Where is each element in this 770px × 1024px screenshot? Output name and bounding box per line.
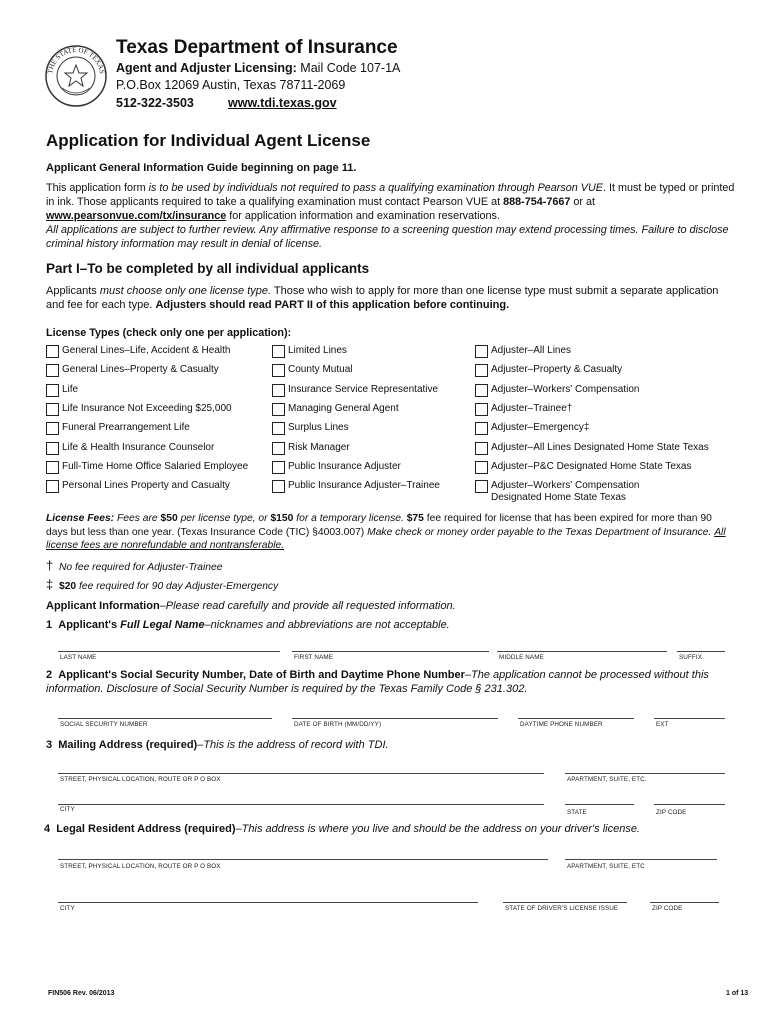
checkbox[interactable] [272, 480, 285, 493]
checkbox[interactable] [46, 345, 59, 358]
field-label: SUFFIX [679, 654, 702, 661]
licensing-line: Agent and Adjuster Licensing: Mail Code 107-1A [116, 61, 401, 75]
field-label: MIDDLE NAME [499, 654, 544, 661]
mailing-street-field[interactable] [58, 773, 544, 774]
field-label: DAYTIME PHONE NUMBER [520, 721, 603, 728]
pearson-vue-link[interactable]: www.pearsonvue.com/tx/insurance [46, 210, 227, 222]
license-option[interactable]: General Lines–Property & Casualty [46, 364, 219, 377]
daytime-phone-field[interactable] [518, 718, 634, 719]
resident-city-field[interactable] [58, 902, 478, 903]
page-number: 1 of 13 [726, 990, 749, 997]
emergency-fee-note: ‡ $20 fee required for 90 day Adjuster-Emergency [46, 577, 279, 592]
application-title: Application for Individual Agent License [46, 131, 371, 150]
license-types-heading: License Types (check only one per application): [46, 327, 292, 339]
suffix-field[interactable] [677, 651, 725, 652]
license-option[interactable]: Adjuster–Trainee† [475, 403, 572, 416]
license-option[interactable]: Adjuster–Property & Casualty [475, 364, 622, 377]
checkbox[interactable] [475, 364, 488, 377]
license-option[interactable]: Life [46, 384, 78, 397]
mailing-apartment-field[interactable] [565, 773, 725, 774]
checkbox[interactable] [46, 364, 59, 377]
checkbox[interactable] [475, 422, 488, 435]
license-option[interactable]: Adjuster–Emergency‡ [475, 422, 589, 435]
resident-street-field[interactable] [58, 859, 548, 860]
field-label: CITY [60, 905, 75, 912]
question-2: 2 Applicant's Social Security Number, Date of Birth and Daytime Phone Number–The application cannot be processed without this information. Disclosure of Social Security Number is required by the Texas Family Code § 231.302. [46, 669, 709, 695]
field-label: STATE [567, 809, 587, 816]
question-1: 1 Applicant's Full Legal Name–nicknames and abbreviations are not acceptable. [46, 619, 450, 631]
license-option[interactable]: Adjuster–All Lines Designated Home State Texas [475, 442, 709, 455]
trainee-fee-note: † No fee required for Adjuster-Trainee [46, 558, 223, 573]
form-id: FIN506 Rev. 06/2013 [48, 990, 115, 997]
checkbox[interactable] [272, 403, 285, 416]
license-option[interactable]: Public Insurance Adjuster [272, 461, 401, 474]
checkbox[interactable] [475, 461, 488, 474]
first-name-field[interactable] [292, 651, 489, 652]
mailing-city-field[interactable] [58, 804, 544, 805]
license-option[interactable]: Adjuster–All Lines [475, 345, 571, 358]
checkbox[interactable] [46, 384, 59, 397]
phone-ext-field[interactable] [654, 718, 725, 719]
checkbox[interactable] [272, 384, 285, 397]
field-label: ZIP CODE [652, 905, 683, 912]
mailing-zip-field[interactable] [654, 804, 725, 805]
agency-title: Texas Department of Insurance [116, 37, 398, 58]
license-option[interactable]: Limited Lines [272, 345, 347, 358]
checkbox[interactable] [475, 480, 488, 493]
license-option[interactable]: General Lines–Life, Accident & Health [46, 345, 230, 358]
field-label: ZIP CODE [656, 809, 687, 816]
resident-apartment-field[interactable] [565, 859, 717, 860]
field-label: APARTMENT, SUITE, ETC [567, 863, 645, 870]
agency-phone: 512-322-3503 [116, 96, 194, 110]
field-label: SOCIAL SECURITY NUMBER [60, 721, 148, 728]
part1-title: Part I–To be completed by all individual applicants [46, 261, 370, 276]
checkbox[interactable] [46, 422, 59, 435]
field-label: EXT [656, 721, 669, 728]
license-option[interactable]: Risk Manager [272, 442, 350, 455]
license-option[interactable]: Adjuster–Workers' Compensation [475, 384, 639, 397]
license-option[interactable]: Managing General Agent [272, 403, 399, 416]
checkbox[interactable] [272, 422, 285, 435]
license-fees: License Fees: Fees are $50 per license type, or $150 for a temporary license. $75 fee required for license that has been expired for more than 90 days but less than one year. (Texas Insurance Code (TIC) §4003.007) Make check or money order payable to the Texas Department of Insurance. All license fees are nonrefundable and nontransferable. [46, 513, 726, 551]
field-label: CITY [60, 806, 75, 813]
checkbox[interactable] [46, 480, 59, 493]
texas-seal-logo [44, 44, 108, 108]
checkbox[interactable] [46, 403, 59, 416]
last-name-field[interactable] [58, 651, 280, 652]
license-option[interactable]: Adjuster–P&C Designated Home State Texas [475, 461, 691, 474]
field-label: STREET, PHYSICAL LOCATION, ROUTE OR P O BOX [60, 776, 221, 783]
resident-zip-field[interactable] [650, 902, 719, 903]
checkbox[interactable] [272, 442, 285, 455]
intro-paragraph: This application form is to be used by individuals not required to pass a qualifying examination through Pearson VUE. It must be typed or printed in ink. Those applicants required to take a qualifying examination must contact Pearson VUE at 888-754-7667 or at www.pearsonvue.com/tx/insurance for application information and examination reservations. All applications are subject to further review. Any affirmative response to a screening question may extend processing times. Failure to disclose criminal history information may result in denial of license. [46, 182, 735, 250]
license-option[interactable]: County Mutual [272, 364, 352, 377]
checkbox[interactable] [475, 442, 488, 455]
svg-text:THE STATE OF TEXAS: THE STATE OF TEXAS [46, 45, 106, 75]
checkbox[interactable] [475, 403, 488, 416]
part1-instructions: Applicants must choose only one license type. Those who wish to apply for more than one license type must submit a separate application and fee for each type. Adjusters should read PART II of this application before continuing. [46, 285, 719, 311]
checkbox[interactable] [272, 461, 285, 474]
license-option[interactable]: Public Insurance Adjuster–Trainee [272, 480, 440, 493]
guide-line: Applicant General Information Guide beginning on page 11. [46, 162, 357, 174]
middle-name-field[interactable] [497, 651, 667, 652]
ssn-field[interactable] [58, 718, 272, 719]
license-option[interactable]: Full-Time Home Office Salaried Employee [46, 461, 248, 474]
question-4: 4 Legal Resident Address (required)–This address is where you live and should be the address on your driver's license. [44, 823, 640, 835]
checkbox[interactable] [46, 461, 59, 474]
agency-website-link[interactable]: www.tdi.texas.gov [228, 96, 337, 110]
po-box: P.O.Box 12069 Austin, Texas 78711-2069 [116, 78, 346, 92]
checkbox[interactable] [475, 345, 488, 358]
license-option[interactable]: Insurance Service Representative [272, 384, 438, 397]
field-label: STREET, PHYSICAL LOCATION, ROUTE OR P O BOX [60, 863, 221, 870]
checkbox[interactable] [272, 364, 285, 377]
field-label: FIRST NAME [294, 654, 334, 661]
license-option[interactable]: Adjuster–Workers' Compensation Designated Home State Texas [475, 480, 641, 504]
applicant-info-heading: Applicant Information–Please read carefully and provide all requested information. [46, 600, 456, 612]
checkbox[interactable] [475, 384, 488, 397]
license-option[interactable]: Surplus Lines [272, 422, 349, 435]
mailing-state-field[interactable] [565, 804, 634, 805]
dob-field[interactable] [292, 718, 498, 719]
license-option[interactable]: Life & Health Insurance Counselor [46, 442, 214, 455]
checkbox[interactable] [272, 345, 285, 358]
checkbox[interactable] [46, 442, 59, 455]
field-label: APARTMENT, SUITE, ETC. [567, 776, 647, 783]
field-label: STATE OF DRIVER'S LICENSE ISSUE [505, 905, 619, 912]
field-label: DATE OF BIRTH (MM/DD/YY) [294, 721, 382, 728]
drivers-license-state-field[interactable] [503, 902, 627, 903]
license-option[interactable]: Life Insurance Not Exceeding $25,000 [46, 403, 232, 416]
field-label: LAST NAME [60, 654, 97, 661]
license-option[interactable]: Personal Lines Property and Casualty [46, 480, 230, 493]
license-option[interactable]: Funeral Prearrangement Life [46, 422, 190, 435]
question-3: 3 Mailing Address (required)–This is the address of record with TDI. [46, 739, 389, 751]
